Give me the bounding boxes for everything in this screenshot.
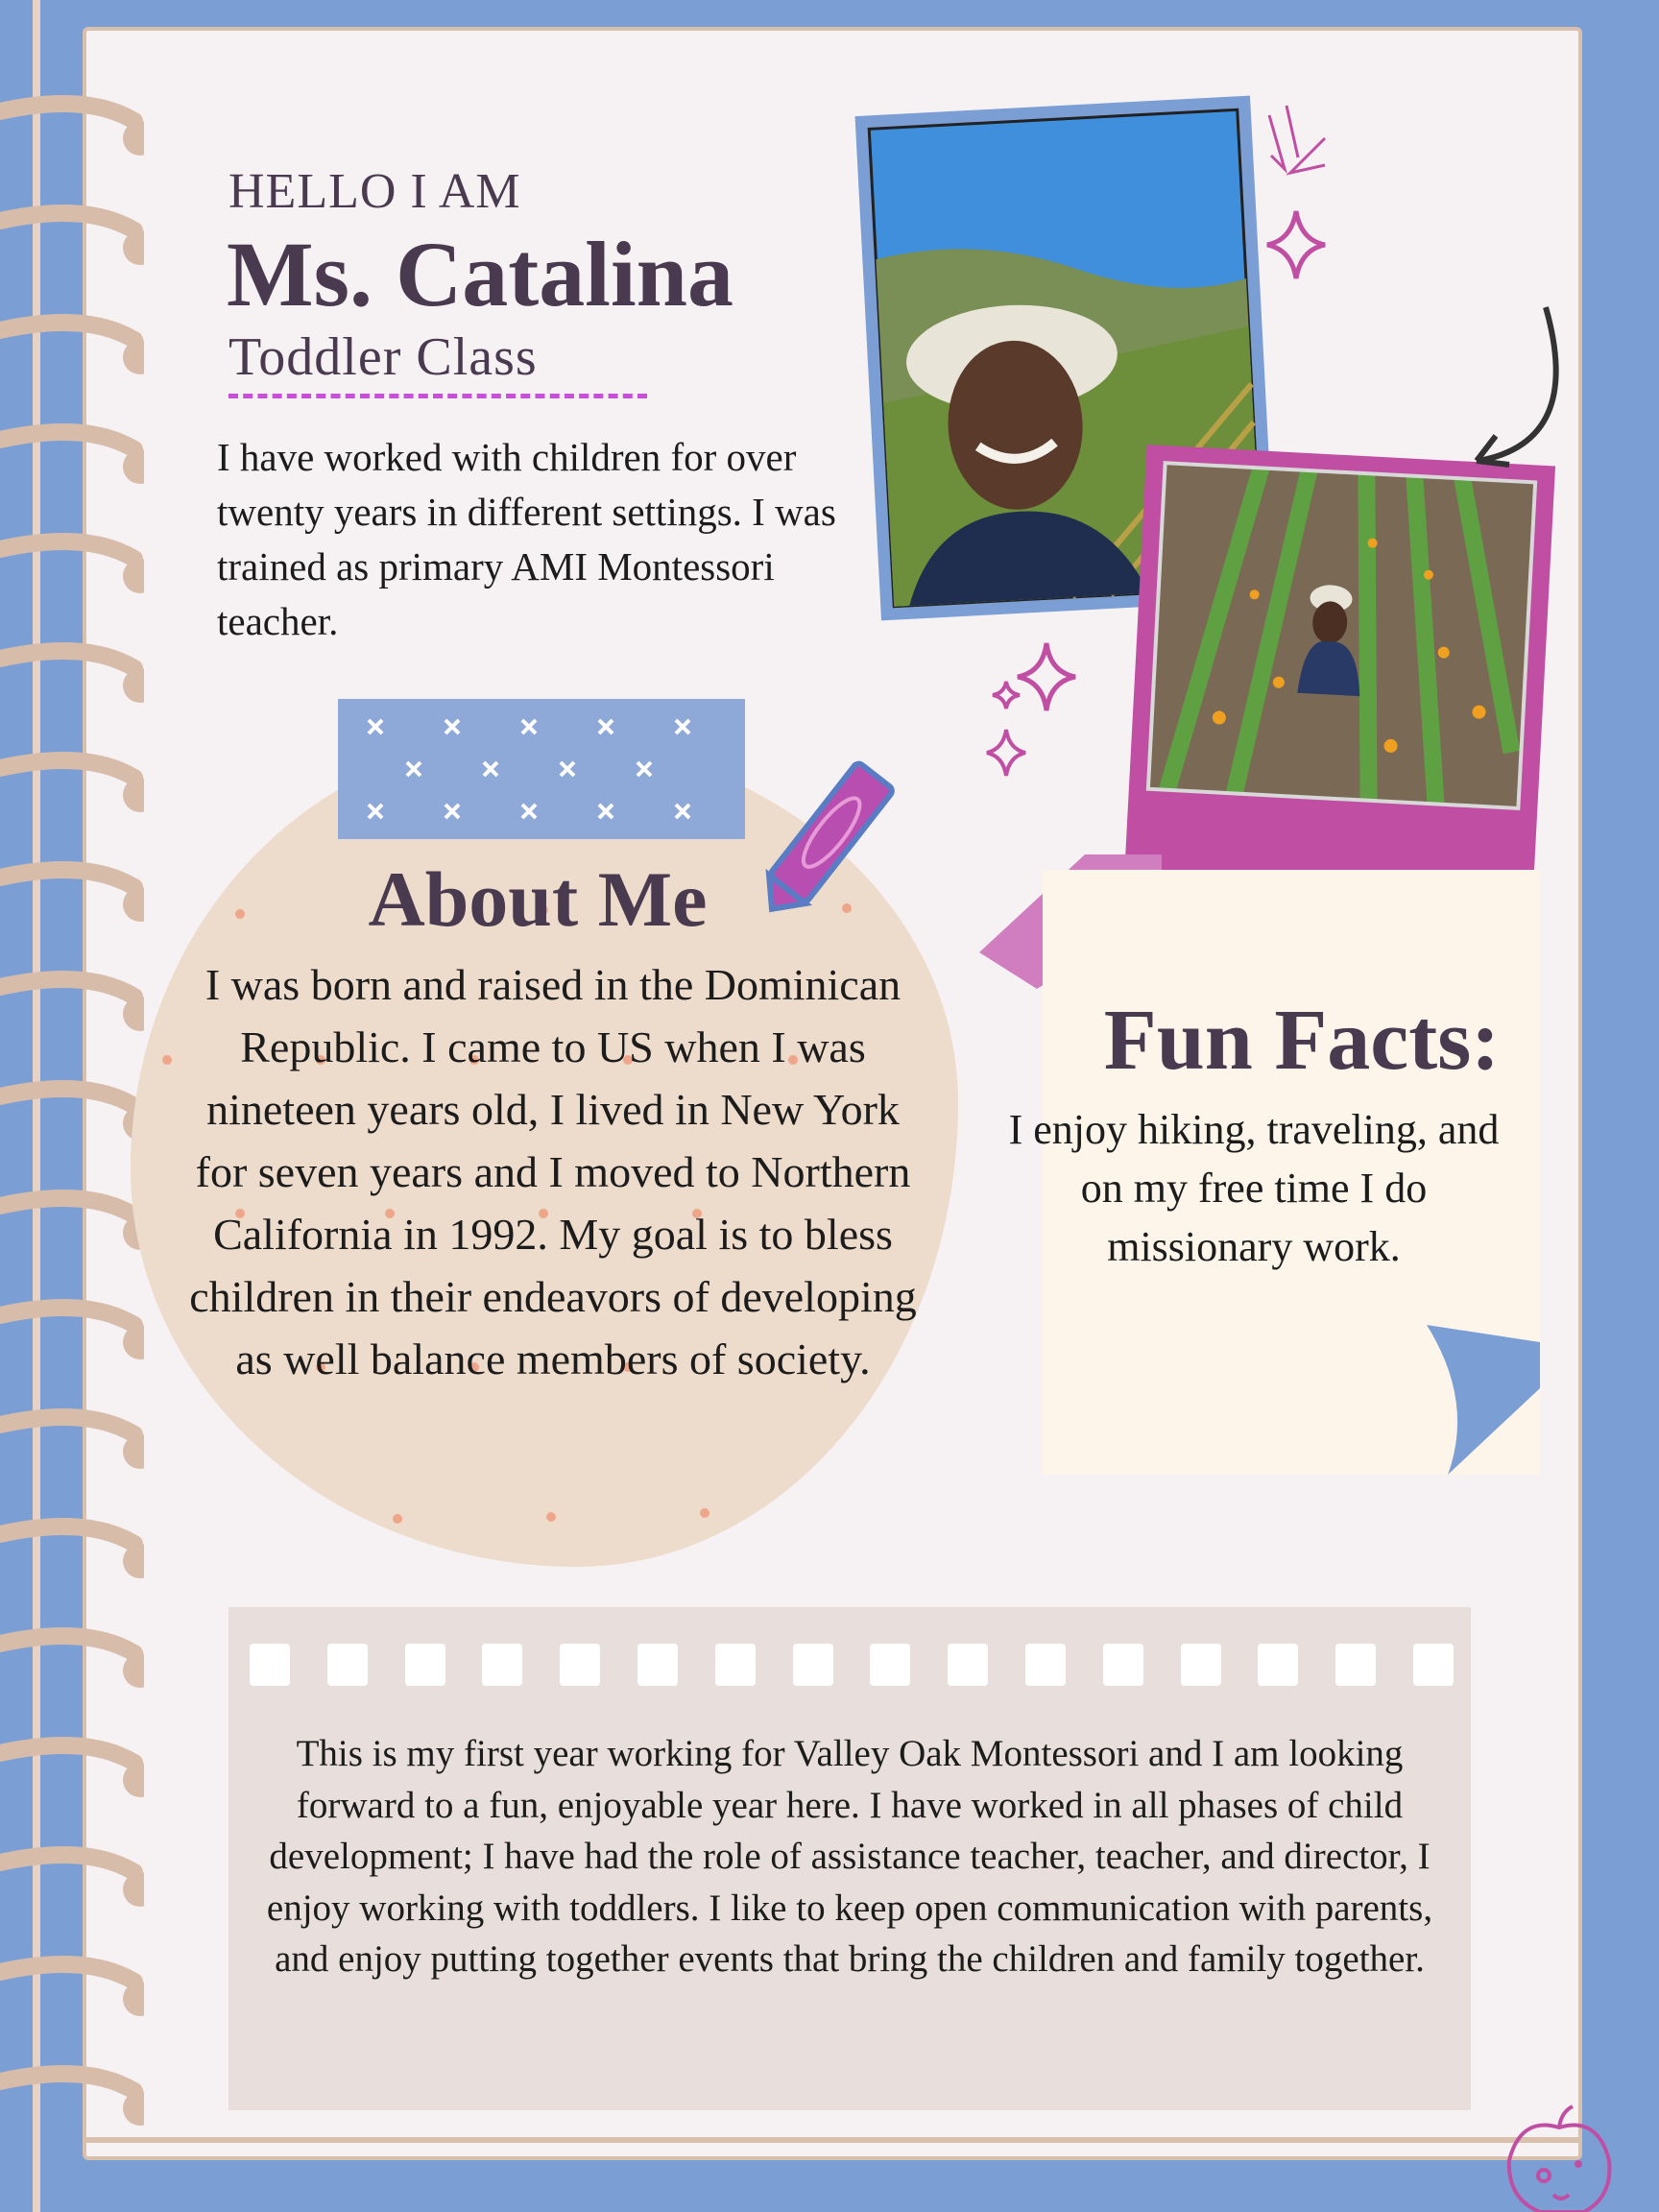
film-hole [793, 1644, 833, 1686]
film-hole [405, 1644, 445, 1686]
spiral-ring [0, 968, 144, 1035]
film-hole [560, 1644, 600, 1686]
film-hole [948, 1644, 988, 1686]
spiral-ring [0, 2062, 144, 2129]
spiral-ring [0, 639, 144, 707]
film-hole [637, 1644, 678, 1686]
spiral-ring [0, 1843, 144, 1911]
hello-label: HELLO I AM [228, 164, 521, 219]
spiral-ring [0, 1624, 144, 1692]
spiral-ring [0, 1734, 144, 1801]
sparkle-icon [993, 682, 1020, 709]
sparkle-icon [1267, 211, 1325, 278]
fun-facts-text: I enjoy hiking, traveling, and on my free time I do missionary work. [1008, 1106, 1500, 1270]
apple-character-icon [1502, 2103, 1617, 2212]
sparkle-icon [987, 730, 1025, 776]
film-hole [327, 1644, 368, 1686]
film-hole [1025, 1644, 1066, 1686]
spiral-ring [0, 858, 144, 926]
spiral-ring [0, 202, 144, 269]
spiral-ring [0, 1187, 144, 1254]
fun-facts-title: Fun Facts: [1103, 993, 1501, 1088]
curved-arrow-icon [1479, 307, 1556, 461]
film-hole [715, 1644, 756, 1686]
film-hole [1413, 1644, 1454, 1686]
spiral-ring [0, 311, 144, 378]
washi-tape-pattern [338, 699, 745, 839]
page-curl [1417, 1325, 1542, 1475]
spiral-ring [0, 92, 144, 159]
film-hole [1103, 1644, 1143, 1686]
decorations [960, 77, 1575, 806]
film-hole [1258, 1644, 1298, 1686]
page-edge [83, 2137, 1580, 2143]
about-title: About Me [368, 855, 708, 943]
spiral-ring [0, 421, 144, 488]
burst-icon [1269, 106, 1325, 173]
film-hole [870, 1644, 910, 1686]
spiral-ring [0, 1953, 144, 2020]
film-hole [1335, 1644, 1376, 1686]
class-subtitle: Toddler Class [228, 327, 538, 387]
spiral-ring [0, 1296, 144, 1363]
spiral-ring [0, 1077, 144, 1144]
spiral-ring [0, 530, 144, 597]
film-hole [1181, 1644, 1221, 1686]
teacher-name: Ms. Catalina [227, 223, 733, 325]
about-text: I was born and raised in the Dominican Republic. I came to US when I was nineteen years old, I lived in New York for seven years and I moved to Northern California in 1992. My goal is to bless children in their endeavors of developing as well balance members of society. [189, 960, 917, 1383]
sparkle-icon [1018, 643, 1075, 710]
spiral-ring [0, 1406, 144, 1473]
washi-tape [338, 699, 745, 839]
film-hole [250, 1644, 290, 1686]
spiral-ring [0, 749, 144, 816]
film-hole [482, 1644, 522, 1686]
intro-text: I have worked with children for over twenty years in different settings. I was trained as primary AMI Montessori teacher. [217, 435, 836, 643]
closing-text: This is my first year working for Valley Oak Montessori and I am looking forward to a fun, enjoyable year here. I have worked in all phases of child development; I have had the role of assistance teacher, teacher, and director, I enjoy working with toddlers. I like to keep open communication with parents, and enjoy putting together events that bring the children and family together. [266, 1733, 1433, 1980]
dashed-underline [228, 394, 647, 398]
spiral-ring [0, 1515, 144, 1582]
